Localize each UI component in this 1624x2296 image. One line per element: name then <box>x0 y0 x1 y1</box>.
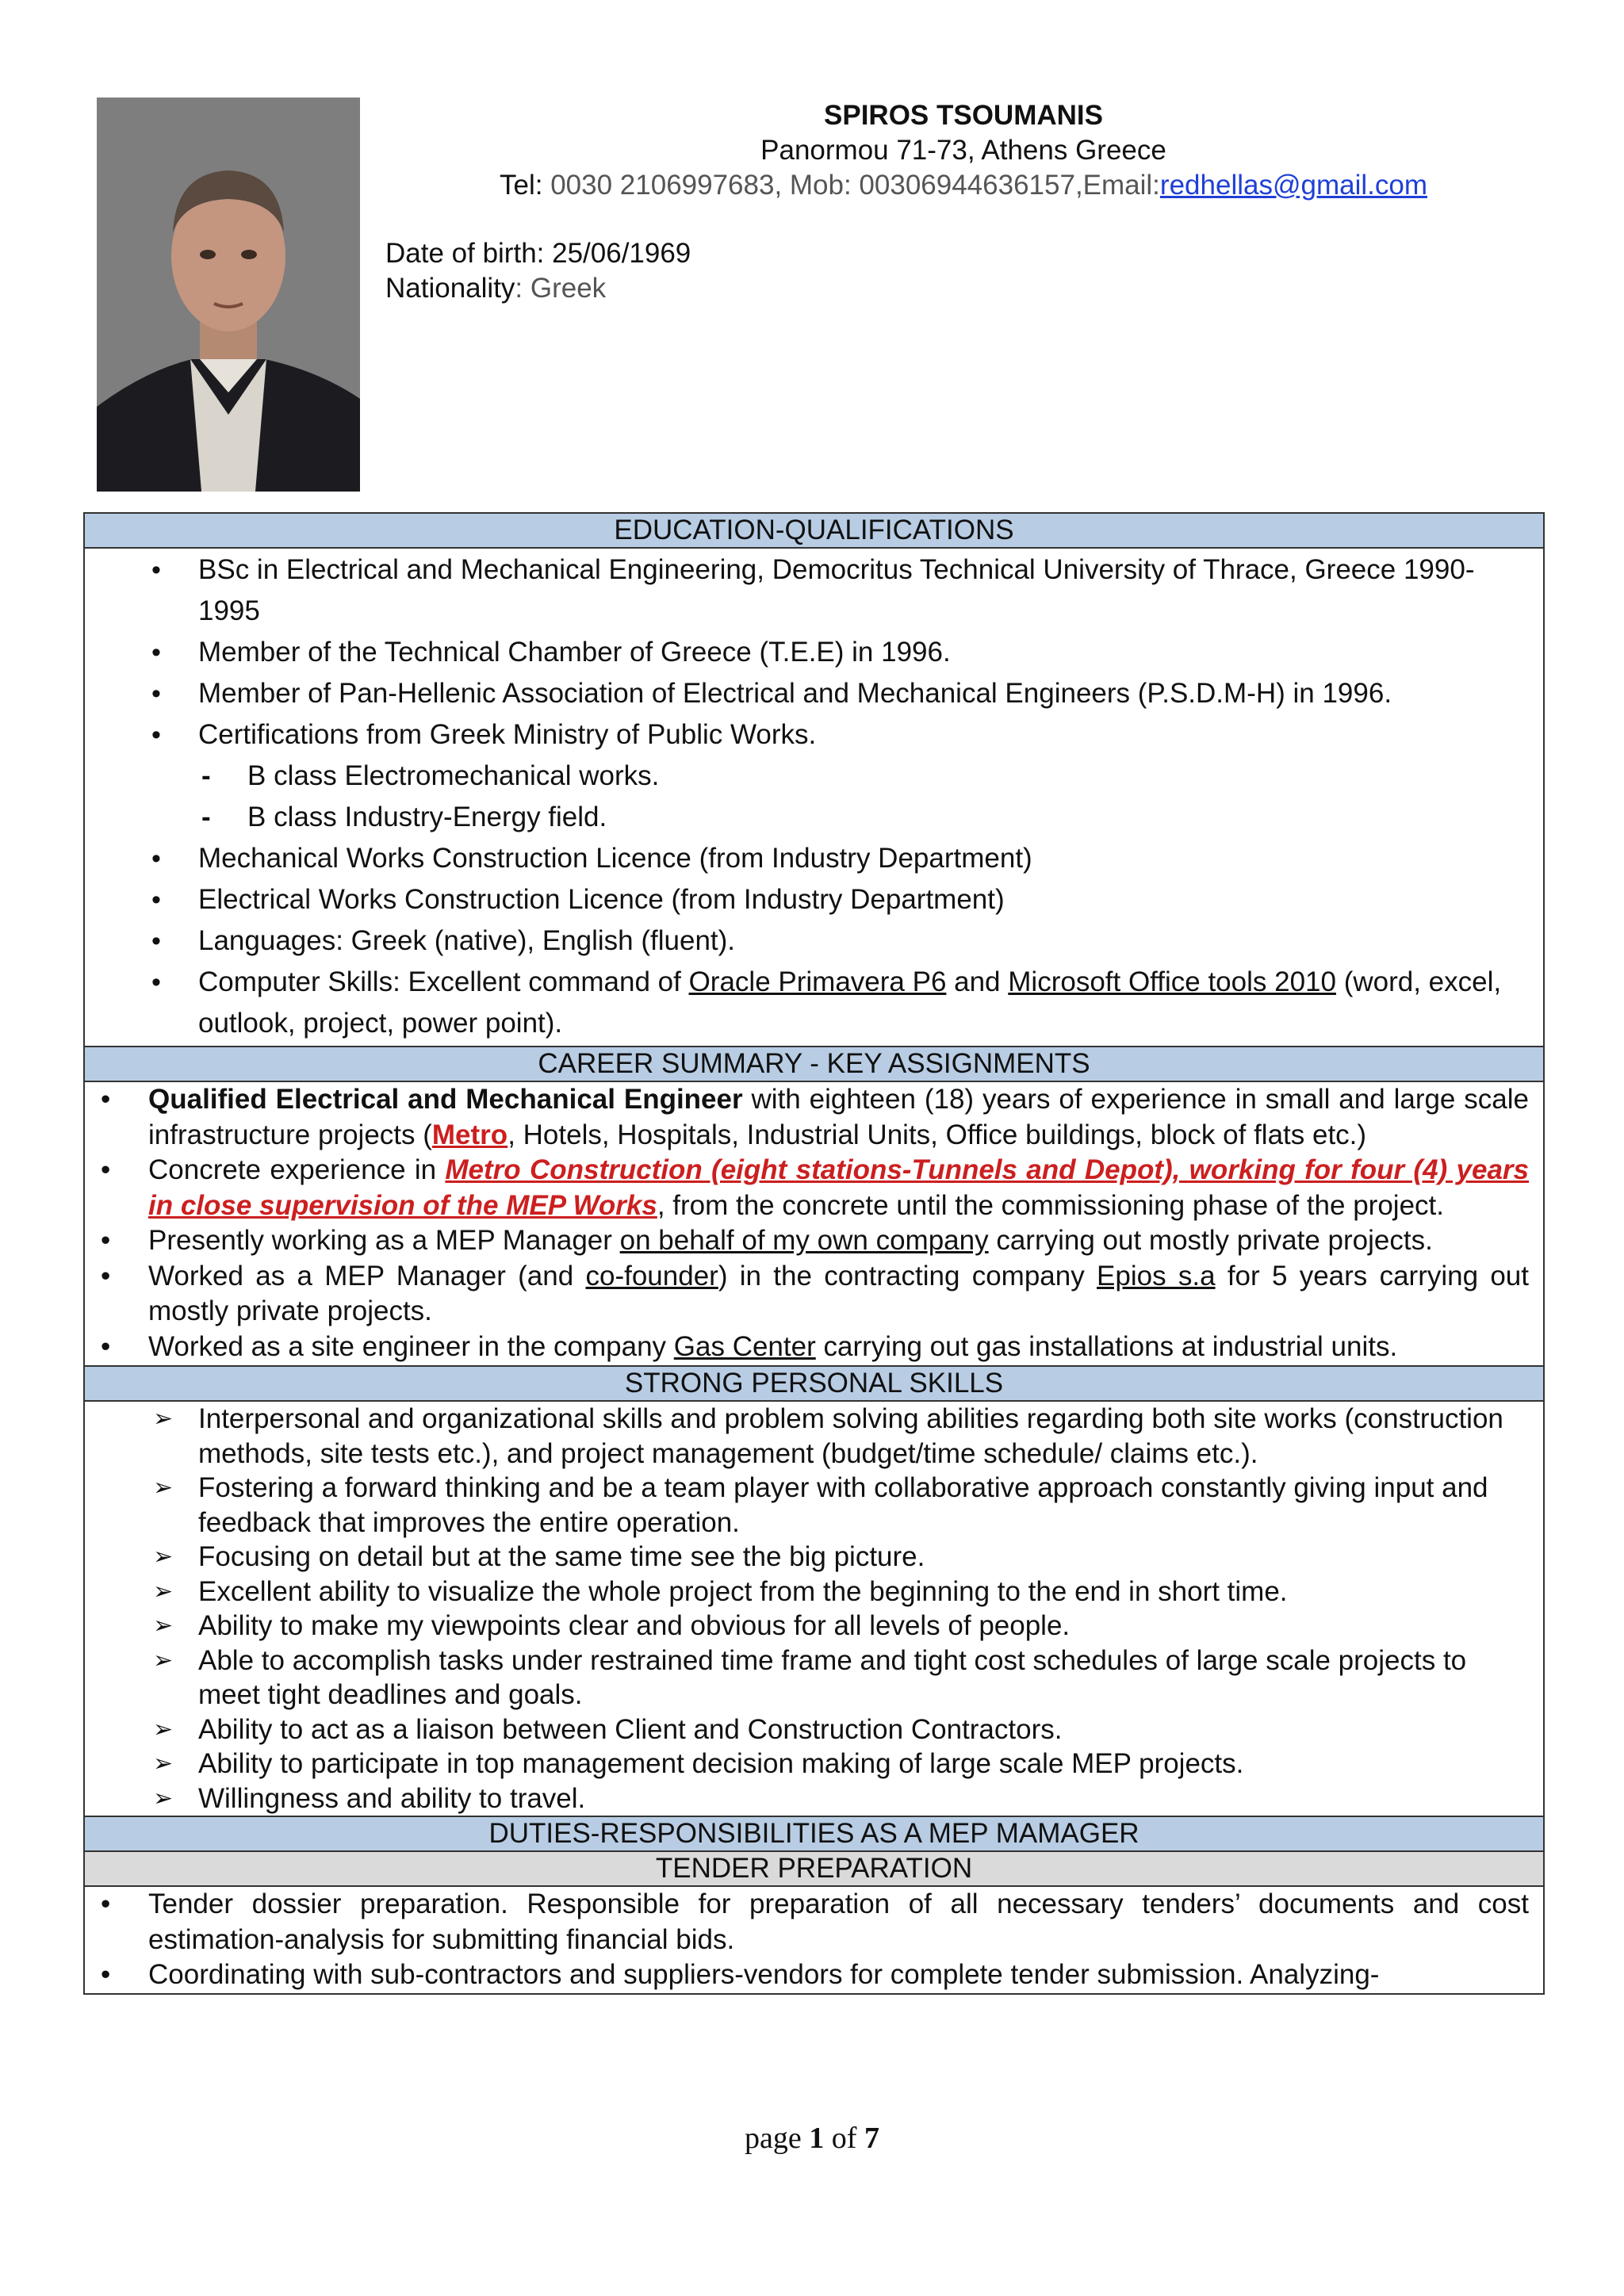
tel-value: 0030 2106997683, Mob: 00306944636157,Email: <box>542 170 1160 201</box>
date-of-birth: Date of birth: 25/06/1969 <box>385 238 691 269</box>
list-item: ➢ Focusing on detail but at the same time see the big picture. <box>85 1540 1543 1575</box>
list-item: • BSc in Electrical and Mechanical Engineering, Democritus Technical University of Thrace, Greece 1990-1995 <box>85 549 1543 632</box>
contact-header <box>381 98 1624 203</box>
list-item: ➢ Excellent ability to visualize the whole project from the beginning to the end in short time. <box>85 1575 1543 1609</box>
list-item: • Worked as a site engineer in the company Gas Center carrying out gas installations at industrial units. <box>85 1330 1543 1365</box>
list-item: ➢ Willingness and ability to travel. <box>85 1781 1543 1816</box>
list-item: ➢ Ability to participate in top management decision making of large scale MEP projects. <box>85 1747 1543 1781</box>
list-item: • Computer Skills: Excellent command of Oracle Primavera P6 and Microsoft Office tools 2010 (word, excel, outlook, project, power point). <box>85 962 1543 1044</box>
nationality: Nationality: Greek <box>385 273 607 304</box>
list-item: • Qualified Electrical and Mechanical Engineer with eighteen (18) years of experience in small and large scale infrastructure projects (Metro, Hotels, Hospitals, Industrial Units, Office buildings, block of flats etc.) <box>85 1082 1543 1153</box>
cv-table <box>83 512 1545 1995</box>
list-item: • Electrical Works Construction Licence (from Industry Department) <box>85 879 1543 920</box>
section-duties-title: DUTIES-RESPONSIBILITIES AS A MEP MAMAGER <box>84 1816 1544 1851</box>
list-item: ➢ Fostering a forward thinking and be a team player with collaborative approach constantly giving input and feedback that improves the entire operation. <box>85 1471 1543 1540</box>
personal-details <box>385 236 691 306</box>
list-item: • Coordinating with sub-contractors and suppliers-vendors for complete tender submission. Analyzing- <box>85 1957 1543 1993</box>
list-item: • Mechanical Works Construction Licence (from Industry Department) <box>85 838 1543 879</box>
list-item: ➢ Ability to act as a liaison between Client and Construction Contractors. <box>85 1712 1543 1747</box>
address: Panormou 71-73, Athens Greece <box>760 135 1166 166</box>
section-education-title: EDUCATION-QUALIFICATIONS <box>84 513 1544 548</box>
tel-label: Tel: <box>500 170 543 201</box>
profile-photo <box>97 98 360 492</box>
contact-line <box>381 168 1546 203</box>
page-number: page 1 of 7 <box>745 2122 879 2155</box>
list-item: ➢ Ability to make my viewpoints clear and obvious for all levels of people. <box>85 1609 1543 1644</box>
list-item: • Member of Pan-Hellenic Association of Electrical and Mechanical Engineers (P.S.D.M-H) in 1996. <box>85 673 1543 714</box>
list-item: • Languages: Greek (native), English (fluent). <box>85 920 1543 962</box>
list-item: • Concrete experience in Metro Construction (eight stations-Tunnels and Depot), working for four (4) years in close supervision of the MEP Works, from the concrete until the commissioning phase of the project. <box>85 1153 1543 1223</box>
skills-section <box>84 1401 1544 1816</box>
list-item: ➢ Able to accomplish tasks under restrained time frame and tight cost schedules of large scale projects to meet tight deadlines and goals. <box>85 1644 1543 1712</box>
email-link[interactable]: redhellas@gmail.com <box>1159 170 1427 201</box>
duties-section <box>84 1886 1544 1994</box>
list-item: - B class Industry-Energy field. <box>85 797 1543 838</box>
education-section <box>84 548 1544 1047</box>
section-career-title: CAREER SUMMARY - KEY ASSIGNMENTS <box>84 1047 1544 1081</box>
list-item: • Member of the Technical Chamber of Greece (T.E.E) in 1996. <box>85 632 1543 673</box>
career-section <box>84 1081 1544 1366</box>
list-item: • Worked as a MEP Manager (and co-founder) in the contracting company Epios s.a for 5 years carrying out mostly private projects. <box>85 1259 1543 1330</box>
list-item: • Presently working as a MEP Manager on behalf of my own company carrying out mostly private projects. <box>85 1223 1543 1259</box>
list-item: • Tender dossier preparation. Responsible for preparation of all necessary tenders’ documents and cost estimation-analysis for submitting financial bids. <box>85 1887 1543 1957</box>
list-item: - B class Electromechanical works. <box>85 756 1543 797</box>
person-name: SPIROS TSOUMANIS <box>824 100 1103 131</box>
list-item: ➢ Interpersonal and organizational skills and problem solving abilities regarding both site works (construction methods, site tests etc.), and project management (budget/time schedule/ claims etc.). <box>85 1402 1543 1471</box>
subsection-tender-title: TENDER PREPARATION <box>84 1851 1544 1886</box>
section-skills-title: STRONG PERSONAL SKILLS <box>84 1366 1544 1401</box>
list-item: • Certifications from Greek Ministry of Public Works. <box>85 714 1543 756</box>
